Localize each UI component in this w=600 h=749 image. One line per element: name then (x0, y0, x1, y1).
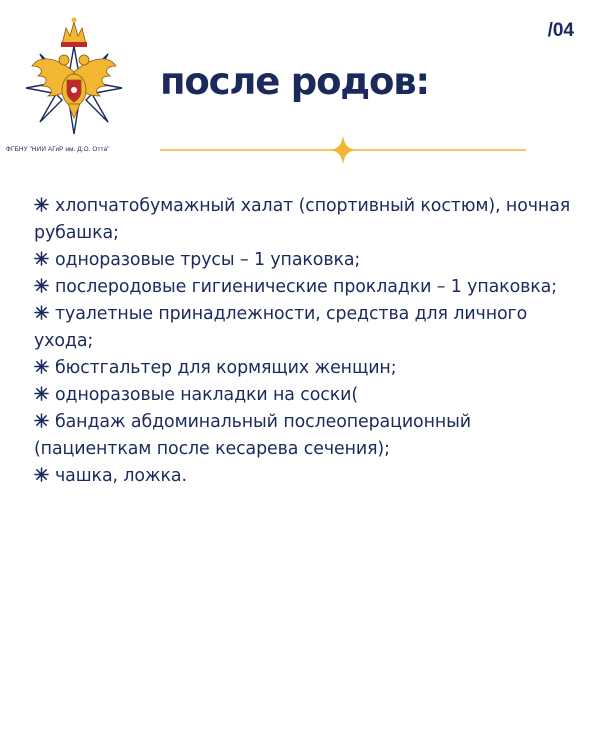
sparkle-icon (34, 197, 49, 212)
sparkle-icon (34, 251, 49, 266)
list-item-text: бандаж абдоминальный послеоперационный (пациенткам после кесарева сечения); (34, 412, 471, 459)
decorative-divider (160, 134, 526, 168)
list-item-text: туалетные принадлежности, средства для личного ухода; (34, 304, 528, 351)
list-item-text: одноразовые трусы – 1 упаковка; (55, 250, 361, 270)
sparkle-icon (34, 413, 49, 428)
list-item (34, 274, 574, 301)
sparkle-icon (34, 305, 49, 320)
sparkle-icon (34, 278, 49, 293)
list-item (34, 409, 574, 463)
list-item-text: одноразовые накладки на соски( (55, 385, 359, 405)
items-list (34, 193, 574, 490)
list-item (34, 463, 574, 490)
sparkle-icon (34, 386, 49, 401)
double-headed-eagle-emblem-icon (18, 14, 130, 144)
list-item (34, 355, 574, 382)
page-number: /04 (547, 20, 574, 41)
list-item-text: хлопчатобумажный халат (спортивный костюм), ночная рубашка; (34, 196, 571, 243)
list-item-text: бюстгальтер для кормящих женщин; (55, 358, 397, 378)
list-item (34, 301, 574, 355)
list-item-text: послеродовые гигиенические прокладки – 1 упаковка; (55, 277, 557, 297)
institute-emblem (18, 14, 130, 144)
sparkle-icon (34, 359, 49, 374)
list-item (34, 193, 574, 247)
list-item (34, 247, 574, 274)
sparkle-icon (34, 467, 49, 482)
sparkle-divider-icon (160, 134, 526, 168)
organization-name: ФГБНУ "НИИ АГиР им. Д.О. Отта" (6, 146, 110, 153)
list-item-text: чашка, ложка. (55, 466, 187, 486)
page-title: после родов: (160, 60, 430, 103)
list-item (34, 382, 574, 409)
